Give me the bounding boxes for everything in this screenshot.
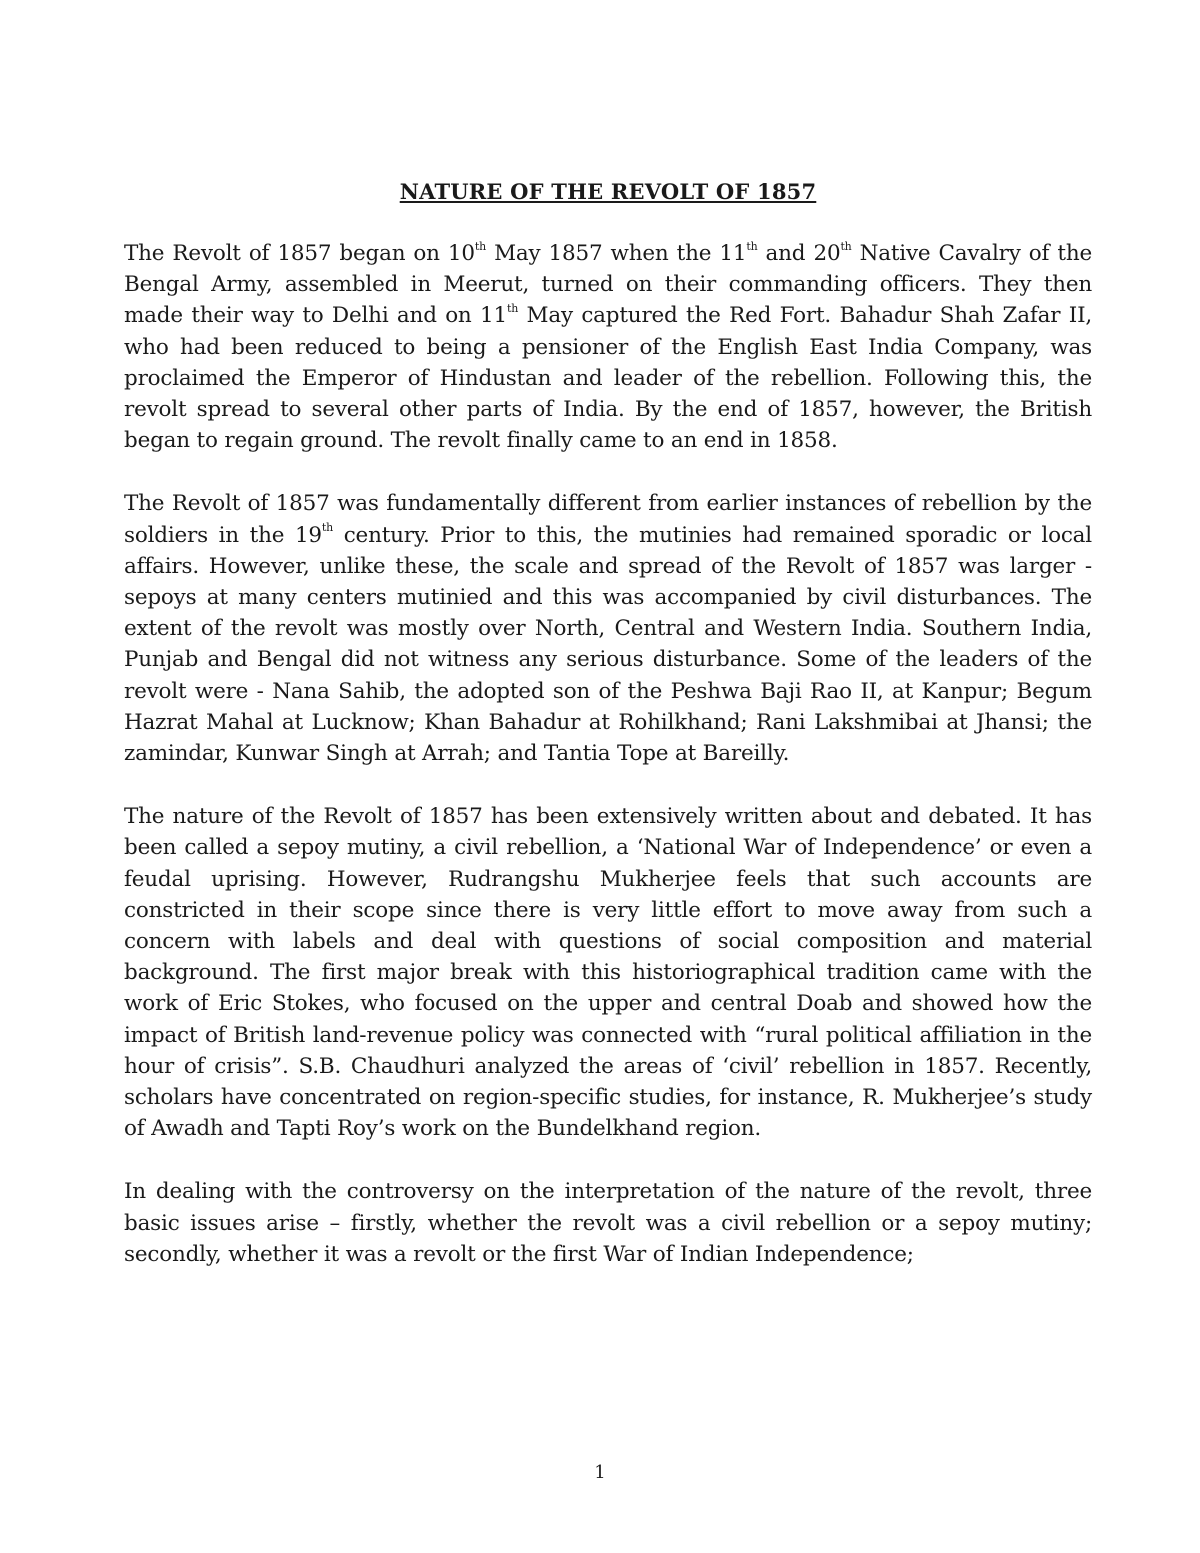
page-number: 1 <box>594 1462 606 1483</box>
ordinal-suffix: th <box>474 239 486 253</box>
ordinal-suffix: th <box>321 521 334 535</box>
ordinal-suffix: th <box>840 239 852 253</box>
paragraph-1-text-e: May captured the Red Fort. Bahadur Shah Zafar II, who had been reduced to being a pensioner of the English East India Company, was proclaimed the Emperor of Hindustan and leader of the rebellion. Following this, the revolt spread to several other parts of India. By the end of 1857, however, the British began to regain ground. The revolt finally came to an end in 1858. <box>124 303 1092 454</box>
paragraph-2-text-a: The Revolt of 1857 was fundamentally different from earlier instances of rebellion by the soldiers in the 19 <box>124 491 1092 548</box>
ordinal-suffix: th <box>746 239 758 253</box>
paragraph-4: In dealing with the controversy on the interpretation of the nature of the revolt, three basic issues arise – firstly, whether the revolt was a civil rebellion or a sepoy mutiny; secondly, whether it was a revolt or the first War of Indian Independence; <box>124 1179 1092 1267</box>
paragraph-1-text-a: The Revolt of 1857 began on 10 <box>124 241 475 266</box>
paragraph-1-text-b: May 1857 when the 11 <box>485 241 747 266</box>
document-page <box>124 176 1092 1302</box>
paragraph-1-text-c: and 20 <box>757 241 841 266</box>
document-title: NATURE OF THE REVOLT OF 1857 <box>399 179 817 204</box>
ordinal-suffix: th <box>506 302 519 316</box>
paragraph-1-text-d: Native Cavalry of the Bengal Army, assembled in Meerut, turned on their commanding officers. They then made their way to Delhi and on 11 <box>124 241 1092 329</box>
paragraph-2-text-b: century. Prior to this, the mutinies had remained sporadic or local affairs. However, unlike these, the scale and spread of the Revolt of 1857 was larger - sepoys at many centers mutinied and this was accompanied by civil disturbances. The extent of the revolt was mostly over North, Central and Western India. Southern India, Punjab and Bengal did not witness any serious disturbance. Some of the leaders of the revolt were - Nana Sahib, the adopted son of the Peshwa Baji Rao II, at Kanpur; Begum Hazrat Mahal at Lucknow; Khan Bahadur at Rohilkhand; Rani Lakshmibai at Jhansi; the zamindar, Kunwar Singh at Arrah; and Tantia Tope at Bareilly. <box>124 522 1092 767</box>
paragraph-2 <box>124 488 1092 769</box>
paragraph-1 <box>124 238 1092 456</box>
paragraph-3: The nature of the Revolt of 1857 has been extensively written about and debated. It has been called a sepoy mutiny, a civil rebellion, a ‘National War of Independence’ or even a feudal uprising. However, Rudrangshu Mukherjee feels that such accounts are constricted in their scope since there is very little effort to move away from such a concern with labels and deal with questions of social composition and material background. The first major break with this historiographical tradition came with the work of Eric Stokes, who focused on the upper and central Doab and showed how the impact of British land-revenue policy was connected with “rural political affiliation in the hour of crisis”. S.B. Chaudhuri analyzed the areas of ‘civil’ rebellion in 1857. Recently, scholars have concentrated on region-specific studies, for instance, R. Mukherjee’s study of Awadh and Tapti Roy’s work on the Bundelkhand region. <box>124 804 1092 1142</box>
